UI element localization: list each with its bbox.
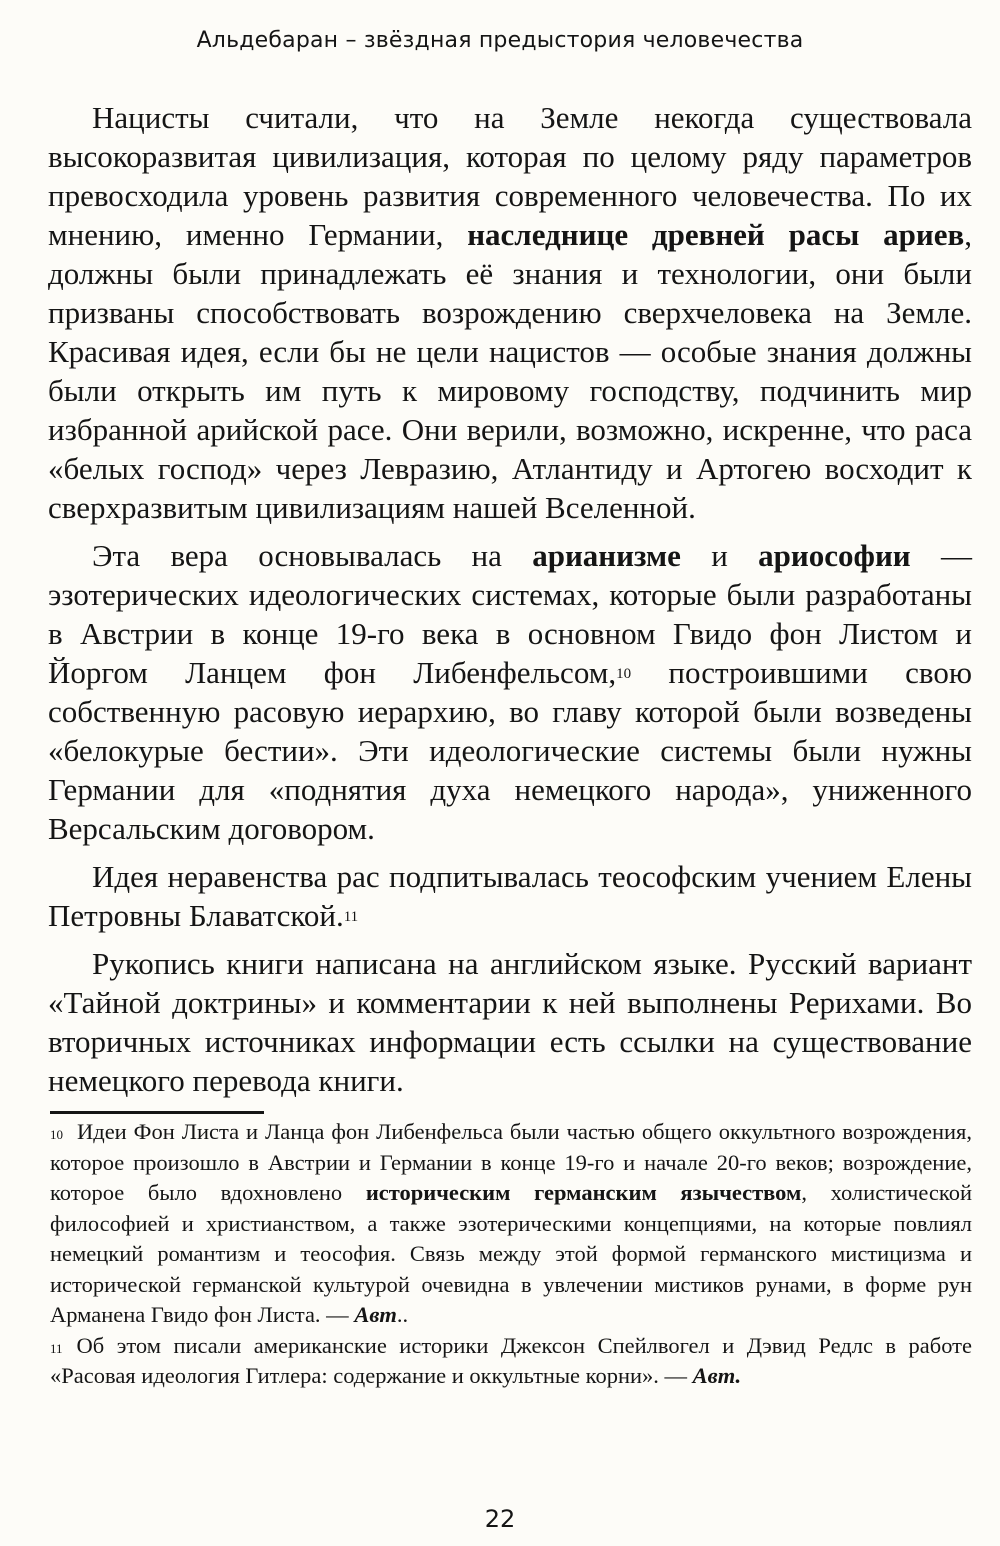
paragraph-4: Рукопись книги написана на английском языке. Русский вариант «Тайной доктрины» и комментарии к ней выполнены Рерихами. Во вторичных источниках информации есть ссылки на существование немецкого перевода книги. xyxy=(48,946,972,1098)
bold-term-arianism: арианизме xyxy=(532,538,681,573)
footnote-11: $^{11}$ Об этом писали американские историки Джексон Спейлвогел и Дэвид Редлс в работе «Расовая идеология Гитлера: содержание и оккультные корни». — Авт. xyxy=(50,1332,972,1388)
footnotes xyxy=(50,1117,972,1392)
footnote-mark: 11 xyxy=(50,1340,63,1356)
paragraph-1: Нацисты считали, что на Земле некогда существовала высокоразвитая цивилизация, которая по целому ряду параметров превосходила уровень развития современного человечества. По их мнению, именно Германии, наследнице древней расы ариев, должны были принадлежать её знания и технологии, они были призваны способствовать возрождению сверхчеловека на Земле. Красивая идея, если бы не цели нацистов — особые знания должны были открыть им путь к мировому господству, подчинить мир избранной арийской расе. Они верили, возможно, искренне, что раса «белых господ» через Левразию, Атлантиду и Артогею восходит к сверхразвитым цивилизациям нашей Вселенной. xyxy=(48,100,972,525)
bold-term-ariosophy: ариософии xyxy=(758,538,911,573)
bold-phrase: наследнице древней расы ариев xyxy=(467,217,965,252)
footnote-mark: 10 xyxy=(50,1127,63,1142)
footnote-divider xyxy=(50,1111,264,1114)
page-number: 22 xyxy=(484,1505,516,1533)
running-header: Альдебаран – звёздная предыстория человечества xyxy=(196,28,804,53)
footnote-10: $^{10}$ Идеи Фон Листа и Ланца фон Либенфельса были частью общего оккультного возрождения, которое произошло в Австрии и Германии в конце 19-го и начале 20-го веков; возрождение, которое было вдохновлено историческим германским язычеством, холистической философией и христианством, а также эзотерическими концепциями, на которые повлиял немецкий романтизм и теософия. Связь между этой формой германского мистицизма и исторической германской культурой очевидна в увлечении мистиков рунами, в форме рун Арманена Гвидо фон Листа. — Авт.. xyxy=(50,1119,972,1327)
author-mark: Авт xyxy=(354,1302,397,1327)
bold-phrase: историческим германским язычеством xyxy=(365,1180,802,1205)
author-mark: Авт. xyxy=(692,1363,742,1388)
main-text xyxy=(48,98,972,1109)
paragraph-2: Эта вера основывалась на арианизме и ариософии — эзотерических идеологических системах, которые были разработаны в Австрии в конце 19-го века в основном Гвидо фон Листом и Йоргом Ланцем фон Либенфельсом,$^{10}$ построившими свою собственную расовую иерархию, во главу которой были возведены «белокурые бестии». Эти идеологические системы были нужны Германии для «поднятия духа немецкого народа», униженного Версальским договором. xyxy=(48,538,972,846)
footnote-ref-10[interactable]: 10 xyxy=(616,666,632,682)
paragraph-3: Идея неравенства рас подпитывалась теософским учением Елены Петровны Блаватской.$^{11}$ xyxy=(48,859,972,933)
footnote-ref-11[interactable]: 11 xyxy=(343,909,359,925)
